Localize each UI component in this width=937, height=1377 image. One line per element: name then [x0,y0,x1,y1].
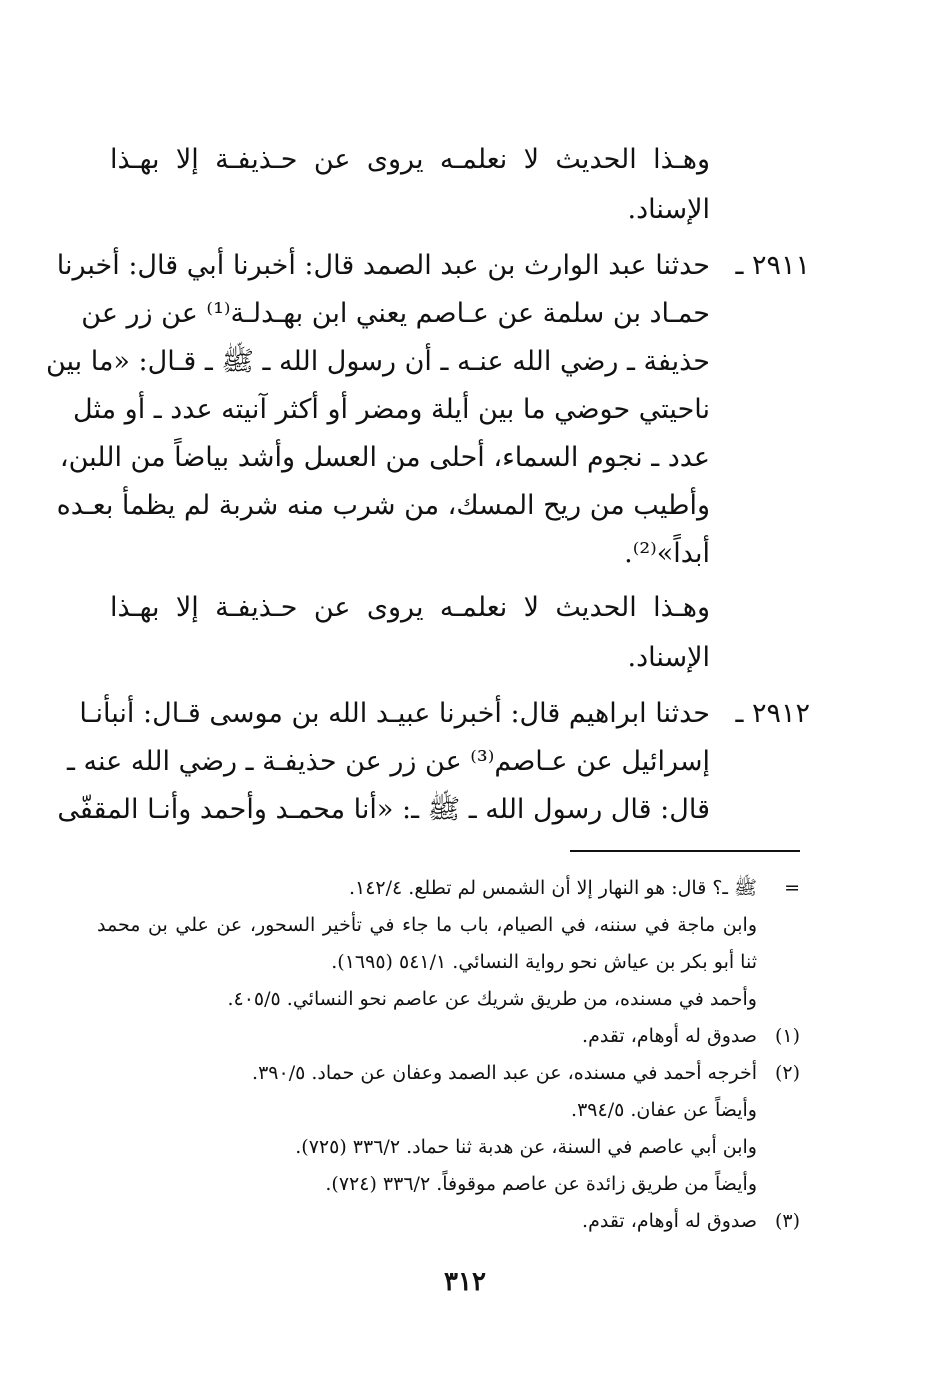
footnote-2-line-1: أخرجه أحمد في مسنده، عن عبد الصمد وعفان عن حماد. ٣٩٠/٥. [252,1062,757,1084]
hadith-2912-line-3: قال: قال رسول الله ـ ﷺ ـ: «أنا محمـد وأحمد وأنـا المقفّى [57,794,710,825]
hadith-2912-line-1: حدثنا ابراهيم قال: أخبرنا عبيـد الله بن موسى قـال: أنبأنـا [79,698,710,729]
paragraph-2-line-2: الإسناد. [627,642,710,673]
footnote-1-marker: (١) [774,1025,800,1047]
hadith-2911-line-1: حدثنا عبد الوارث بن عبد الصمد قال: أخبرنا أبي قال: أخبرنا [56,250,710,281]
footnote-continuation-marker: = [784,877,800,899]
hadith-2911-line-2: حمـاد بن سلمة عن عـاصم يعني ابن بهـدلـة⁽¹⁾ عن زر عن [81,298,710,329]
paragraph-1-line-2: الإسناد. [627,194,710,225]
paragraph-1-line-1: وهـذا الحديث لا نعلمـه يروى عن حـذيفـة إلا بهـذا [110,144,710,175]
footnote-continuation-line-1: ﷺ ـ؟ قال: هو النهار إلا أن الشمس لم تطلع. ١٤٢/٤. [348,877,757,899]
hadith-2911-line-7: أبداً»⁽²⁾. [624,538,710,569]
footnote-continuation-line-4: وأحمد في مسنده، من طريق شريك عن عاصم نحو النسائي. ٤٠٥/٥. [227,988,757,1010]
footnote-2-line-4: وأيضاً من طريق زائدة عن عاصم موقوفاً. ٣٣٦/٢ (٧٢٤). [325,1173,757,1195]
hadith-2911-line-6: وأطيب من ريح المسك، من شرب منه شربة لم يظمأ بعـده [56,490,710,521]
footnote-separator [570,850,800,852]
footnote-continuation-line-2: وابن ماجة في سننه، في الصيام، باب ما جاء في تأخير السحور، عن علي بن محمد [97,914,757,936]
hadith-2911-line-3: حذيفة ـ رضي الله عنـه ـ أن رسول الله ـ ﷺ ـ قـال: «ما بين [45,346,710,377]
hadith-number-2912: ٢٩١٢ ـ [735,698,810,729]
hadith-2912-line-2: إسرائيل عن عـاصم⁽³⁾ عن زر عن حذيفـة ـ رضي الله عنه ـ [67,746,710,777]
footnote-continuation-line-3: ثنا أبو بكر بن عياش نحو رواية النسائي. ٥٤١/١ (١٦٩٥). [331,951,757,973]
page-number: ٣١٢ [444,1267,486,1297]
footnote-2-line-2: وأيضاً عن عفان. ٣٩٤/٥. [571,1099,757,1121]
footnote-1-line-1: صدوق له أوهام، تقدم. [582,1025,757,1047]
footnote-3-marker: (٣) [774,1210,800,1232]
hadith-2911-line-5: عدد ـ نجوم السماء، أحلى من العسل وأشد بياضاً من اللبن، [59,442,710,473]
paragraph-2-line-1: وهـذا الحديث لا نعلمـه يروى عن حـذيفـة إلا بهـذا [110,592,710,623]
hadith-2911-line-4: ناحيتي حوضي ما بين أيلة ومضر أو أكثر آنيته عدد ـ أو مثل [73,394,710,425]
footnote-2-marker: (٢) [774,1062,800,1084]
footnote-3-line-1: صدوق له أوهام، تقدم. [582,1210,757,1232]
hadith-number-2911: ٢٩١١ ـ [735,250,810,281]
footnote-2-line-3: وابن أبي عاصم في السنة، عن هدبة ثنا حماد. ٣٣٦/٢ (٧٢٥). [295,1136,757,1158]
